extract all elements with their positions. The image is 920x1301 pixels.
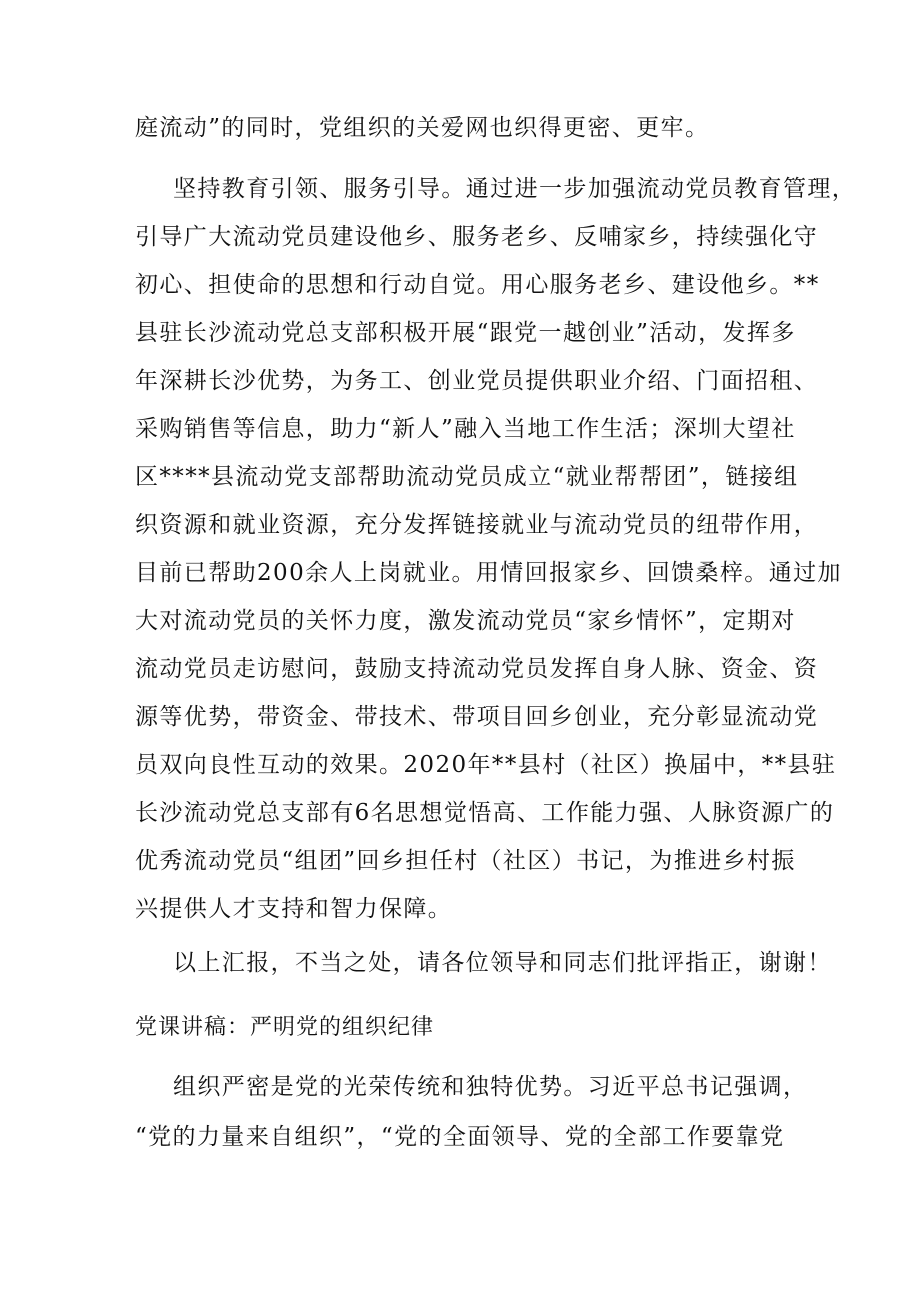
paragraph-2-line-8: 织资源和就业资源，充分发挥链接就业与流动党员的纽带作用， [135,512,819,538]
paragraph-2-line-7: 区****县流动党支部帮助流动党员成立“就业帮帮团”，链接组 [135,464,799,490]
paragraph-2-line-16: 兴提供人才支持和智力保障。 [135,896,453,922]
paragraph-1-line-1: 庭流动”的同时，党组织的关爱网也织得更密、更牢。 [135,115,710,141]
paragraph-2-line-11: 流动党员走访慰问，鼓励支持流动党员发挥自身人脉、资金、资 [135,656,819,682]
paragraph-2-line-2: 引导广大流动党员建设他乡、服务老乡、反哺家乡，持续强化守 [135,224,819,250]
paragraph-4-line-1: 组织严密是党的光荣传统和独特优势。习近平总书记强调， [173,1074,808,1100]
paragraph-2-line-4: 县驻长沙流动党总支部积极开展“跟党一越创业”活动，发挥多 [135,320,796,346]
paragraph-2-line-1: 坚持教育引领、服务引导。通过进一步加强流动党员教育管理， [173,176,857,202]
section-heading: 党课讲稿：严明党的组织纪律 [135,1015,435,1040]
paragraph-2-line-12: 源等优势，带资金、带技术、带项目回乡创业，充分彰显流动党 [135,704,819,730]
paragraph-4-line-2: “党的力量来自组织”，“党的全面领导、党的全部工作要靠党 [135,1124,785,1150]
paragraph-2-line-14: 长沙流动党总支部有6名思想觉悟高、工作能力强、人脉资源广的 [135,800,835,826]
paragraph-2-line-13: 员双向良性互动的效果。2020年**县村（社区）换届中，**县驻 [135,752,837,778]
paragraph-2-line-9: 目前已帮助200余人上岗就业。用情回报家乡、回馈桑梓。通过加 [135,560,842,586]
paragraph-2-line-5: 年深耕长沙优势，为务工、创业党员提供职业介绍、门面招租、 [135,368,819,394]
paragraph-3-line-1: 以上汇报，不当之处，请各位领导和同志们批评指正，谢谢！ [173,950,832,976]
paragraph-2-line-10: 大对流动党员的关怀力度，激发流动党员“家乡情怀”，定期对 [135,608,796,634]
paragraph-2-line-3: 初心、担使命的思想和行动自觉。用心服务老乡、建设他乡。** [135,272,820,298]
paragraph-2-line-15: 优秀流动党员“组团”回乡担任村（社区）书记，为推进乡村振 [135,848,796,874]
paragraph-2-line-6: 采购销售等信息，助力“新人”融入当地工作生活；深圳大望社 [135,416,796,442]
